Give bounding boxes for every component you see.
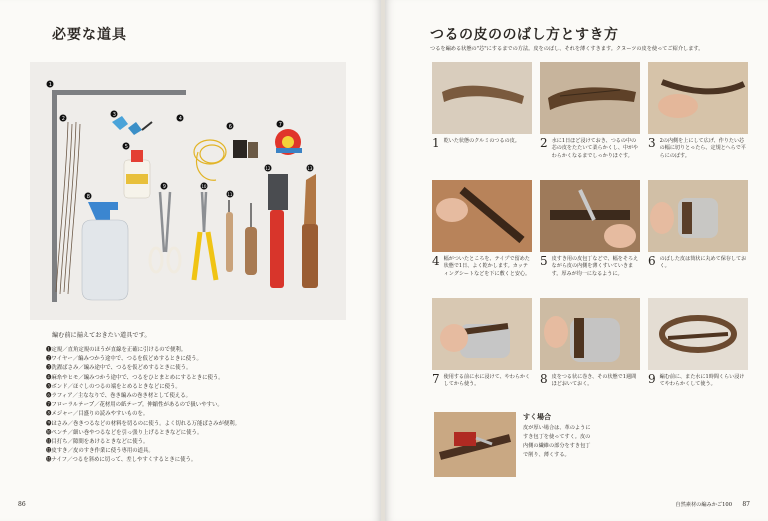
left-page [0, 0, 381, 521]
tool-label-10: 10 [201, 184, 207, 189]
step-photo-6 [648, 180, 748, 252]
step-number-6: 6 [648, 254, 656, 268]
step-text-3: 2の内側を上にして広げ、作りたい芯の幅に切りとったら、定規とへらで平らにのばす。 [659, 138, 746, 159]
step-4 [432, 180, 532, 278]
tool-item-2: ❷ワイヤー／編みつかう途中で、つるを仮どめするときに使う。 [46, 356, 202, 363]
book-footer-title: 自然素材の編みかご100 [675, 502, 732, 508]
tool-list [46, 346, 346, 466]
tool-item-11: ⓫目打ち／隙間をあけるときなどに使う。 [46, 439, 149, 446]
right-page-title: つるの皮ののばし方とすき方 [430, 27, 619, 43]
tool-item-4: ❹麻糸やヒモ／編みつかう途中で、つるをひとまとめにするときに使う。 [46, 374, 224, 381]
step-text-8: 皮をつる状に巻き、その状態で1週間ほどおいておく。 [551, 374, 637, 388]
tape-icon [233, 140, 258, 158]
note-photo [434, 412, 516, 477]
step-text-7: 使用する前に水に浸けて、やわらかくしてから使う。 [443, 374, 531, 388]
tool-item-7: ❼フローラルテープ／花材用の紙テープ。伸縮性があるので扱いやすい。 [46, 402, 223, 409]
step-number-9: 9 [648, 372, 656, 386]
tool-item-5: ❺ボンド／ほぐしのつるの端をとめるときなどに使う。 [46, 383, 181, 390]
step-9 [648, 298, 748, 389]
note-title: すく場合 [523, 412, 551, 421]
step-photo-9 [648, 298, 748, 370]
step-number-2: 2 [540, 136, 548, 150]
tools-photo [30, 62, 346, 320]
step-text-6: のばした皮は筒状に丸めて保存しておく。 [659, 256, 747, 270]
note-text: 皮が厚い場合は、革のようにすき包丁を使ってすく。皮の内側の繊維の部分をすき包丁で削り、薄くする。 [523, 425, 591, 458]
step-text-1: 乾いた状態のクルミのつるの皮。 [443, 138, 520, 144]
step-1 [432, 62, 532, 149]
tools-illustration [30, 62, 346, 320]
step-3 [648, 62, 748, 160]
tool-item-8: ❽メジャー／目盛りの読みやすいものを。 [46, 411, 149, 418]
tool-item-1: ❶定規／直角定規のほうが直線を正確に引けるので便利。 [46, 347, 187, 353]
tool-item-3: ❸洗濯ばさみ／編み途中で、つるを仮どめするときに使う。 [46, 365, 192, 372]
step-8 [540, 298, 640, 389]
tool-item-12: ⓬皮すき／皮のすき作業に使う専用の道具。 [46, 448, 154, 455]
tool-label-11: 11 [227, 192, 233, 197]
tool-label-7: 7 [278, 122, 282, 128]
step-photo-8 [540, 298, 640, 370]
tool-item-9: ❾はさみ／巻きつるなどの材料を切るのに使う。よく切れる万能ばさみが便利。 [46, 420, 241, 427]
caption-lead: 編む前に揃えておきたい道具です。 [52, 332, 151, 339]
step-photo-7 [432, 298, 532, 370]
page-number-left: 86 [18, 501, 26, 508]
step-7 [432, 298, 532, 389]
step-number-3: 3 [648, 136, 656, 150]
step-2 [540, 62, 640, 160]
step-6 [648, 180, 748, 271]
tool-item-13: ⓭ナイフ／つるを斜めに切って、差しやすくするときに使う。 [46, 457, 197, 464]
step-text-5: 皮すき用の皮包丁などで、幅をそろえながら皮の内側を薄くすいていきます。厚みが均一になるように。 [551, 256, 639, 277]
step-photo-5 [540, 180, 640, 252]
step-photo-2 [540, 62, 640, 134]
tool-label-8: 8 [86, 194, 90, 200]
tool-label-6: 6 [228, 124, 232, 130]
step-number-5: 5 [540, 254, 548, 268]
page-number-right: 87 [742, 501, 750, 508]
step-text-4: 幅がついたところを、テイプで留めた状態で1日、よく乾かします。カッティングシートなどを下に敷くと安心。 [443, 256, 531, 277]
right-page-subtitle: つるを編める状態の"芯"にするまでの方法。皮をのばし、それを薄くすきます。クヌーツの皮を使ってご紹介します。 [430, 46, 704, 52]
step-number-1: 1 [432, 136, 440, 150]
step-number-7: 7 [432, 372, 440, 386]
step-photo-3 [648, 62, 748, 134]
step-photo-1 [432, 62, 532, 134]
tool-label-5: 5 [124, 144, 128, 150]
tool-label-13: 13 [307, 166, 313, 171]
left-page-title: 必要な道具 [52, 27, 127, 43]
tool-label-3: 3 [112, 112, 116, 118]
tool-label-2: 2 [61, 116, 65, 122]
step-5 [540, 180, 640, 278]
tool-label-9: 9 [162, 184, 166, 190]
tool-label-12: 12 [265, 166, 271, 171]
step-text-9: 編む前に、また水に1時間くらい浸けてやわらかくして使う。 [659, 374, 745, 388]
tool-item-10: ❿ペンチ／細い巻やつるなどを引っ張り上げるときなどに使う。 [46, 429, 203, 436]
right-page [385, 0, 768, 521]
tool-label-4: 4 [178, 116, 182, 122]
step-text-2: 水に1日ほど浸けておき、つるの中の芯の皮をたたいて柔らかくし、中がやわらかくなるまでしっかりほぐす。 [551, 138, 639, 159]
step-number-8: 8 [540, 372, 548, 386]
tool-label-1: 1 [48, 82, 52, 88]
step-number-4: 4 [432, 254, 440, 268]
tool-item-6: ❻ラフィア／主ななりで、巻き編みの巻き材として使える。 [46, 393, 192, 400]
step-photo-4 [432, 180, 532, 252]
